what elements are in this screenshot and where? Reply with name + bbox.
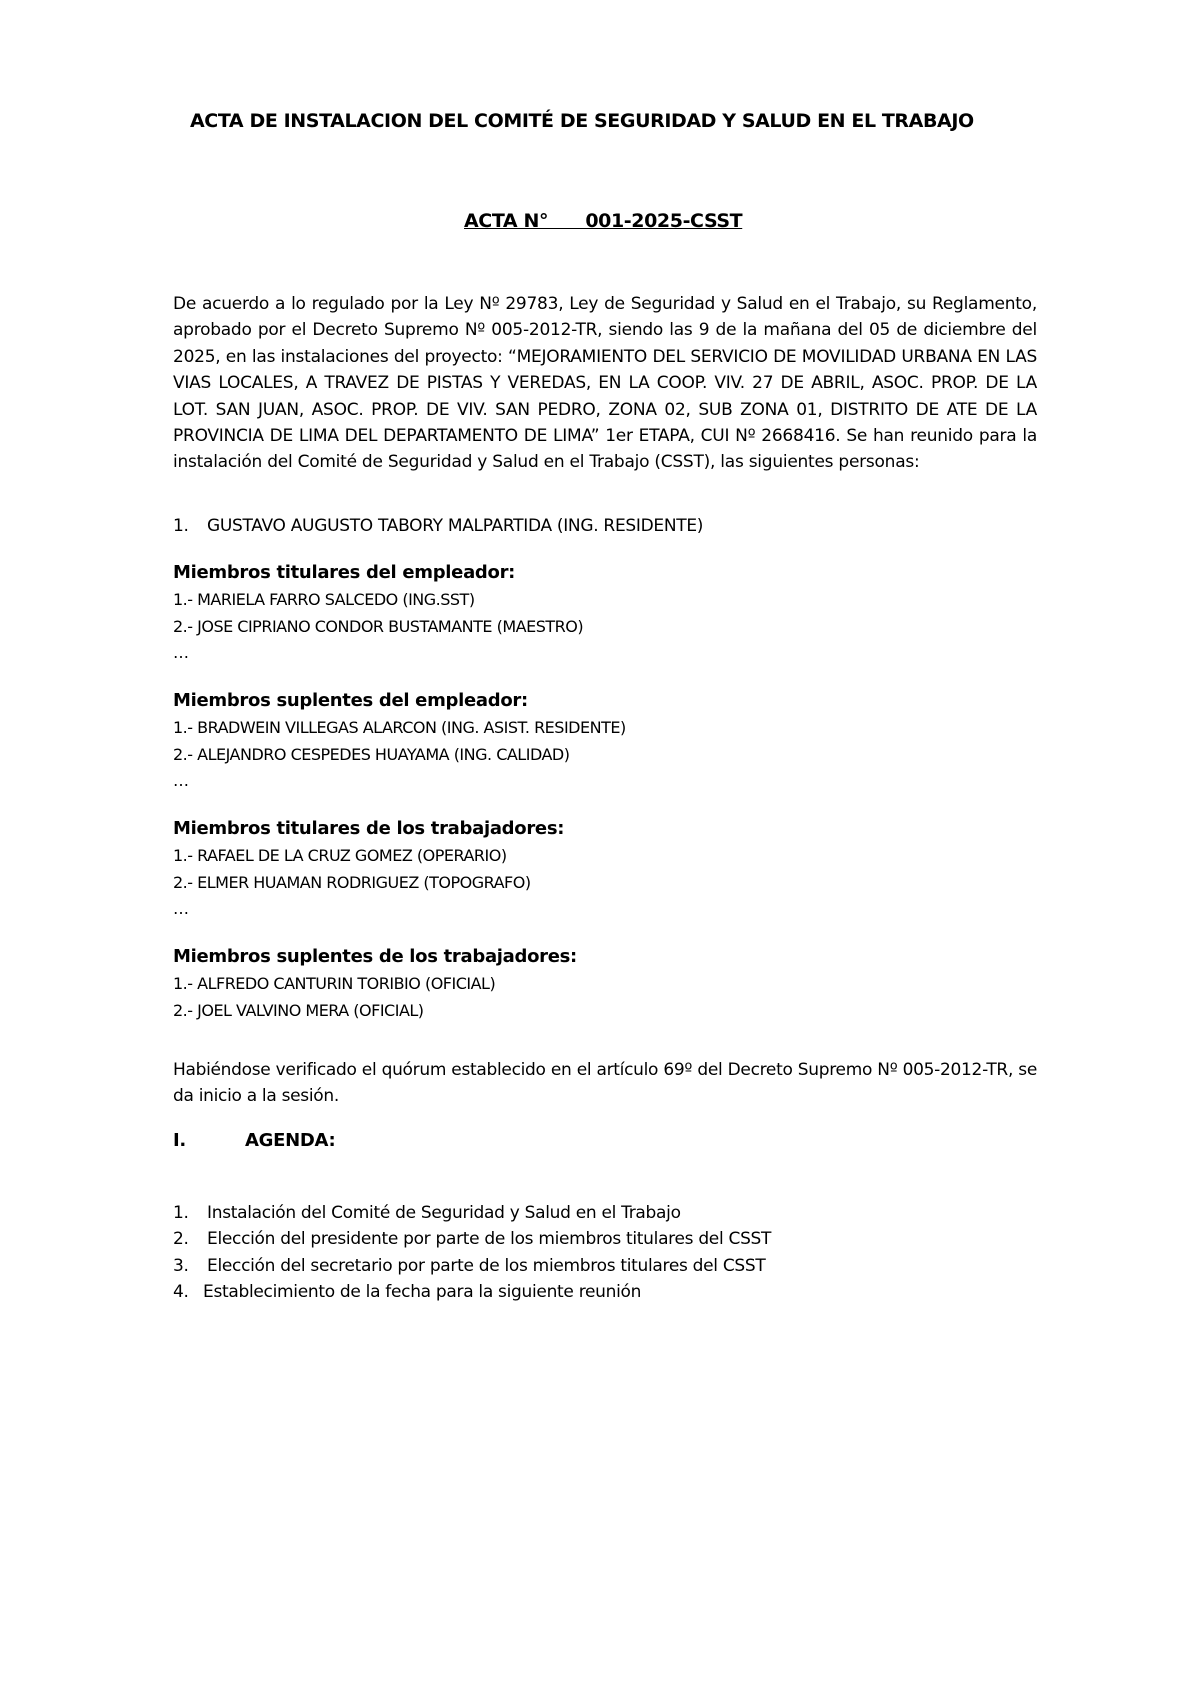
list-item-text: Elección del presidente por parte de los miembros titulares del CSST xyxy=(207,1229,772,1250)
section-heading: Miembros suplentes de los trabajadores: xyxy=(173,946,577,967)
list-item: 1.- RAFAEL DE LA CRUZ GOMEZ (OPERARIO) xyxy=(173,846,507,865)
section-heading: Miembros suplentes del empleador: xyxy=(173,690,528,711)
quorum-paragraph: Habiéndose verificado el quórum establecido en el artículo 69º del Decreto Supremo Nº 005-2012-TR, se da inicio a la sesión. xyxy=(173,1060,1037,1107)
list-item: … xyxy=(173,771,189,790)
list-item-number: 1. xyxy=(173,516,189,536)
list-item: 1.- ALFREDO CANTURIN TORIBIO (OFICIAL) xyxy=(173,974,496,993)
agenda-roman-numeral: I. xyxy=(173,1130,186,1151)
section-heading: Miembros titulares de los trabajadores: xyxy=(173,818,565,839)
section-heading: Miembros titulares del empleador: xyxy=(173,562,516,583)
list-item xyxy=(173,1279,771,1305)
list-item-text: GUSTAVO AUGUSTO TABORY MALPARTIDA (ING. RESIDENTE) xyxy=(207,516,704,536)
agenda-title: AGENDA: xyxy=(245,1130,336,1151)
list-item: 1.- BRADWEIN VILLEGAS ALARCON (ING. ASIST. RESIDENTE) xyxy=(173,718,626,737)
list-item-number: 3. xyxy=(173,1255,189,1276)
list-item xyxy=(173,1253,771,1279)
section-suplentes-trabajadores xyxy=(173,946,577,1024)
attendee-list xyxy=(173,516,703,536)
agenda-heading xyxy=(173,1130,335,1151)
list-item: … xyxy=(173,643,189,662)
list-item-text: Instalación del Comité de Seguridad y Salud en el Trabajo xyxy=(207,1203,681,1223)
section-titulares-trabajadores xyxy=(173,818,564,923)
section-suplentes-empleador xyxy=(173,690,626,795)
list-item: 1.- MARIELA FARRO SALCEDO (ING.SST) xyxy=(173,590,475,609)
list-item: 2.- JOSE CIPRIANO CONDOR BUSTAMANTE (MAESTRO) xyxy=(173,616,584,636)
list-item xyxy=(173,1200,771,1226)
list-item: 2.- JOEL VALVINO MERA (OFICIAL) xyxy=(173,1000,424,1020)
agenda-list xyxy=(173,1200,771,1306)
list-item: 2.- ELMER HUAMAN RODRIGUEZ (TOPOGRAFO) xyxy=(173,872,531,892)
list-item-text: Elección del secretario por parte de los miembros titulares del CSST xyxy=(207,1255,766,1276)
list-item: 2.- ALEJANDRO CESPEDES HUAYAMA (ING. CALIDAD) xyxy=(173,744,570,764)
list-item-text: Establecimiento de la fecha para la siguiente reunión xyxy=(203,1282,642,1303)
document-title: ACTA DE INSTALACION DEL COMITÉ DE SEGURIDAD Y SALUD EN EL TRABAJO xyxy=(190,110,974,132)
list-item xyxy=(173,1226,771,1252)
list-item-number: 4. xyxy=(173,1282,189,1303)
intro-paragraph: De acuerdo a lo regulado por la Ley Nº 29783, Ley de Seguridad y Salud en el Trabajo, su Reglamento, aprobado por el Decreto Supremo Nº 005-2012-TR, siendo las 9 de la mañana del 05 de diciembre del 2025, en las instalaciones del proyecto: “MEJORAMIENTO DEL SERVICIO DE MOVILIDAD URBANA EN LAS VIAS LOCALES, A TRAVEZ DE PISTAS Y VEREDAS, EN LA COOP. VIV. 27 DE ABRIL, ASOC. PROP. DE LA LOT. SAN JUAN, ASOC. PROP. DE VIV. SAN PEDRO, ZONA 02, SUB ZONA 01, DISTRITO DE ATE DE LA PROVINCIA DE LIMA DEL DEPARTAMENTO DE LIMA” 1er ETAPA, CUI Nº 2668416. Se han reunido para la instalación del Comité de Seguridad y Salud en el Trabajo (CSST), las siguientes personas: xyxy=(173,294,1037,473)
acta-number: ACTA N° 001-2025-CSST xyxy=(464,210,743,232)
list-item: … xyxy=(173,899,189,918)
list-item-number: 2. xyxy=(173,1229,189,1250)
section-titulares-empleador xyxy=(173,562,583,667)
list-item xyxy=(173,516,703,536)
list-item-number: 1. xyxy=(173,1203,189,1223)
